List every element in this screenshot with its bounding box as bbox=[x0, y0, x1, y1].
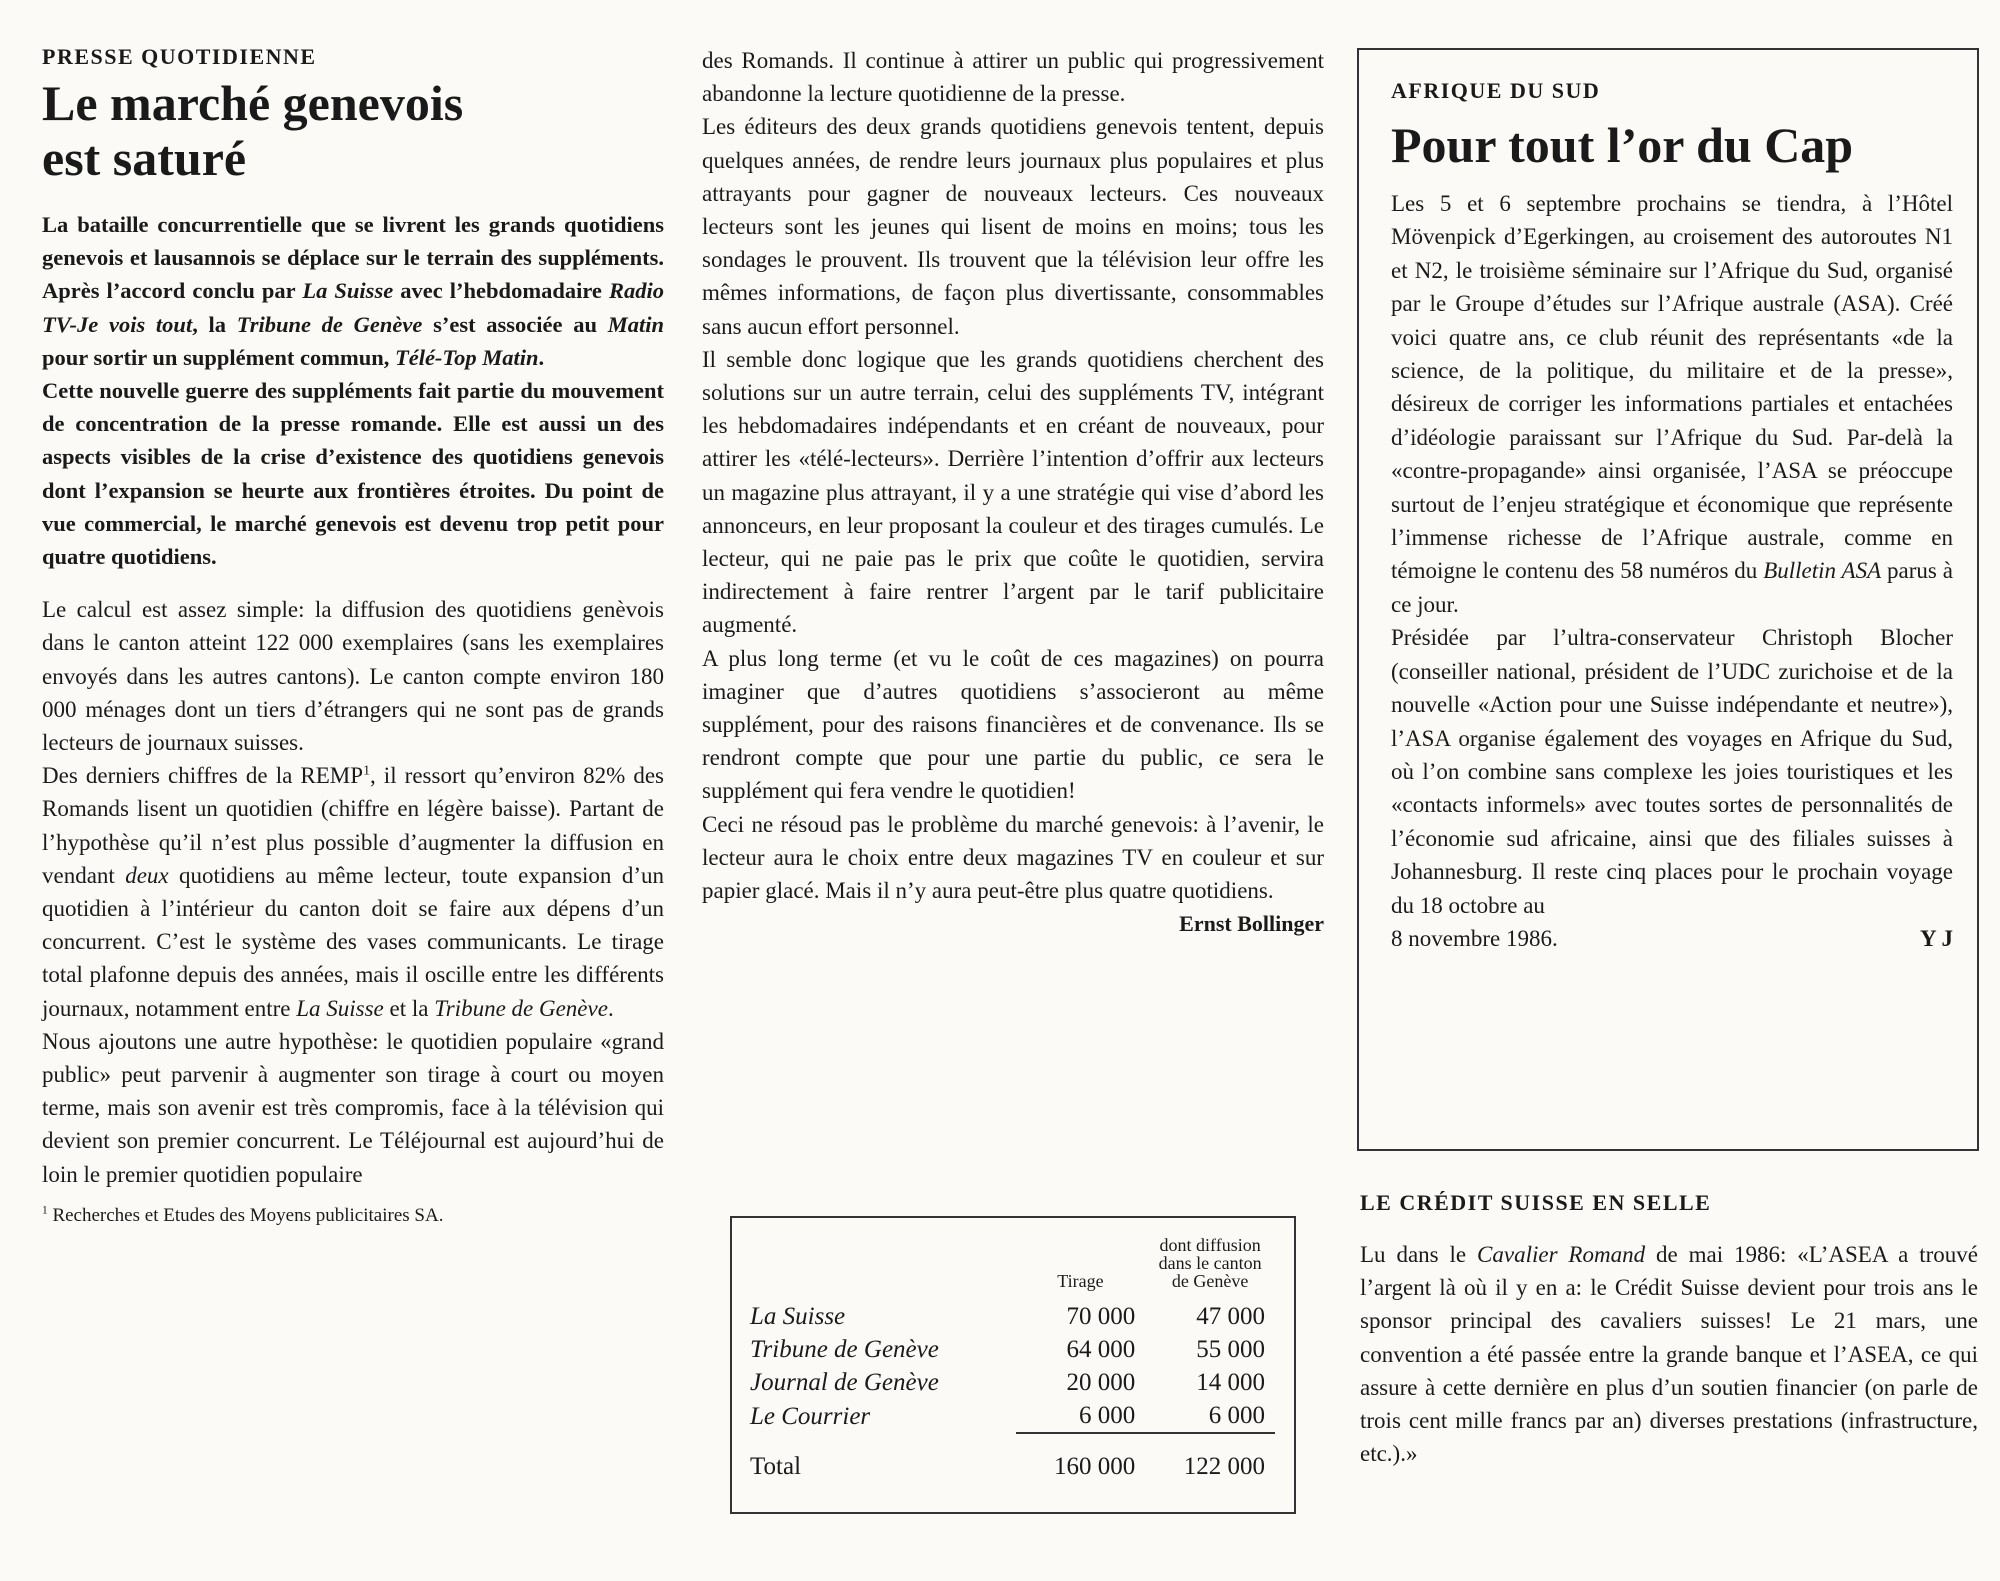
lead-paragraph-2: Cette nouvelle guerre des suppléments fait partie du mouvement de concentration de la presse romande. Elle est aussi un des aspects visibles de la crise d’existence des quotidiens genevois dont l’expansion se heurte aux frontières étroites. Du point de vue commercial, le marché genevois est devenu trop petit pour quatre quotidiens. bbox=[42, 378, 664, 570]
body-paragraph: Les éditeurs des deux grands quotidiens genevois tentent, depuis quelques années, de rendre leurs journaux plus populaires et plus attrayants pour gagner de nouveaux lecteurs. Ces nouveaux lecteurs sont les jeunes qui lisent de moins en moins; tous les sondages le prouvent. Ils trouvent que la télévision leur offre les mêmes informations, de façon plus divertissante, consommables sans aucun effort personnel. bbox=[702, 114, 1324, 339]
body-paragraph: Il semble donc logique que les grands quotidiens cherchent des solutions sur un autre terrain, celui des suppléments TV, intégrant les hebdomadaires indépendants et en créant de nouveaux, pour attirer les «télé-lecteurs». Derrière l’intention d’offrir aux lecteurs un magazine plus attrayant, il y a une stratégie qui vise d’abord les annonceurs, en leur proposant la couleur et des tirages cumulés. Le lecteur, qui ne paie pas le prix que coûte le quotidien, servira indirectement à faire rentrer l’argent par le tarif publicitaire augmenté. bbox=[702, 346, 1324, 638]
kicker: PRESSE QUOTIDIENNE bbox=[42, 44, 317, 69]
body-paragraph: Présidée par l’ultra-conservateur Christoph Blocher (conseiller national, président de l’UDC zurichoise et de la nouvelle «Action pour une Suisse indépendante et neutre»), l’ASA organise également des voyages en Afrique du Sud, où l’on combine sans complexe les joies touristiques et les «contacts informels» avec toutes sortes de personnalités de l’économie sud africaine, ainsi que des filiales suisses à Johannesburg. Il reste cinq places pour le prochain voyage du 18 octobre au bbox=[1391, 625, 1953, 918]
body-paragraph: Nous ajoutons une autre hypothèse: le quotidien populaire «grand public» peut parvenir à augmenter son tirage à court ou moyen terme, mais son avenir est très compromis, face à la télévision qui devient son premier concurrent. Le Téléjournal est aujourd’hui de loin le premier quotidien populaire bbox=[42, 1028, 664, 1187]
column-header-tirage: Tirage bbox=[1057, 1271, 1104, 1291]
circulation-table bbox=[730, 1216, 1296, 1514]
kicker: AFRIQUE DU SUD bbox=[1391, 78, 1601, 103]
article-credit-suisse bbox=[1360, 1190, 1978, 1470]
headline: Le marché genevois est saturé bbox=[42, 75, 464, 186]
body-paragraph: des Romands. Il continue à attirer un public qui progressivement abandonne la lecture quotidienne de la presse. bbox=[702, 48, 1324, 107]
body-paragraph: Des derniers chiffres de la REMP$^1$, il ressort qu’environ 82% des Romands lisent un quotidien (chiffre en légère baisse). Partant de l’hypothèse qu’il n’est plus possible d’augmenter la diffusion en vendant deux quotidiens au même lecteur, toute expansion d’un quotidien à l’intérieur du canton doit se faire aux dépens d’un concurrent. C’est le système des vases communicants. Le tirage total plafonne depuis des années, mais il oscille entre les différents journaux, notamment entre La Suisse et la Tribune de Genève. bbox=[42, 762, 664, 1021]
author-initials: Y J bbox=[1919, 925, 1953, 951]
column-header-diffusion: dont diffusion dans le canton de Genève bbox=[1158, 1235, 1262, 1291]
article-presse-quotidienne bbox=[42, 44, 664, 1229]
body-paragraph: Ceci ne résoud pas le problème du marché genevois: à l’avenir, le lecteur aura le choix entre deux magazines TV en couleur et sur papier glacé. Mais il n’y aura peut-être plus quatre quotidiens. bbox=[702, 811, 1324, 904]
table-total-row: Total 160 000 122 000 bbox=[750, 1433, 1275, 1483]
kicker: LE CRÉDIT SUISSE EN SELLE bbox=[1360, 1190, 1712, 1215]
table-row: La Suisse 70 000 47 000 bbox=[750, 1303, 1265, 1330]
body-paragraph: Les 5 et 6 septembre prochains se tiendra, à l’Hôtel Mövenpick d’Egerkingen, au croisement des autoroutes N1 et N2, le troisième séminaire sur l’Afrique du Sud, organisé par le Groupe d’études sur l’Afrique australe (ASA). Créé voici quatre ans, ce club réunit des représentants «de la science, de la politique, du militaire et de la presse», désireux de corriger les informations partiales et entachées d’idéologie paraissant sur l’Afrique du Sud. Par-delà la «contre-propagande» ainsi organisée, l’ASA se préoccupe surtout de l’enjeu stratégique et économique que représente l’immense richesse de l’Afrique australe, comme en témoigne le contenu des 58 numéros du Bulletin ASA parus à ce jour. bbox=[1391, 191, 1953, 617]
footnote: $^1$ Recherches et Etudes des Moyens publicitaires SA. bbox=[42, 1204, 444, 1226]
article-presse-quotidienne-continued bbox=[702, 44, 1324, 940]
body-paragraph: Le calcul est assez simple: la diffusion des quotidiens genèvois dans le canton atteint 122 000 exemplaires (sans les exemplaires envoyés dans les autres cantons). Le canton compte environ 180 000 ménages dont un tiers d’étrangers qui ne sont pas de grands lecteurs de journaux suisses. bbox=[42, 597, 664, 756]
table-row: Le Courrier 6 000 6 000 bbox=[750, 1402, 1265, 1430]
table-row: Tribune de Genève 64 000 55 000 bbox=[750, 1336, 1265, 1363]
table-row: Journal de Genève 20 000 14 000 bbox=[750, 1369, 1265, 1396]
article-afrique-du-sud bbox=[1357, 48, 1979, 1151]
author-signature: Ernst Bollinger bbox=[1179, 911, 1324, 937]
body-paragraph: Lu dans le Cavalier Romand de mai 1986: «L’ASEA a trouvé l’argent là où il y en a: le Crédit Suisse devient pour trois ans le sponsor principal des cavaliers suisses! Le 21 mars, une convention a été passée entre la grande banque et l’ASEA, ce qui assure à cette dernière en plus d’un soutien financier (on parle de trois cent mille francs par an) diverses prestations (infrastructure, etc.).» bbox=[1360, 1242, 1978, 1467]
body-paragraph: A plus long terme (et vu le coût de ces magazines) on pourra imaginer que d’autres quotidiens s’associeront au même supplément, pour des raisons financières et de convenance. Ils se rendront compte que pour une partie du public, ce sera le supplément qui fera vendre le quotidien! bbox=[702, 645, 1324, 804]
lead-paragraph-1: La bataille concurrentielle que se livrent les grands quotidiens genevois et lausannois se déplace sur le terrain des suppléments. Après l’accord conclu par La Suisse avec l’hebdomadaire Radio TV-Je vois tout, la Tribune de Genève s’est associée au Matin pour sortir un supplément commun, Télé-Top Matin. bbox=[42, 212, 664, 370]
signoff: 8 novembre 1986. Y J bbox=[1391, 922, 1953, 955]
headline: Pour tout l’or du Cap bbox=[1391, 117, 1854, 173]
